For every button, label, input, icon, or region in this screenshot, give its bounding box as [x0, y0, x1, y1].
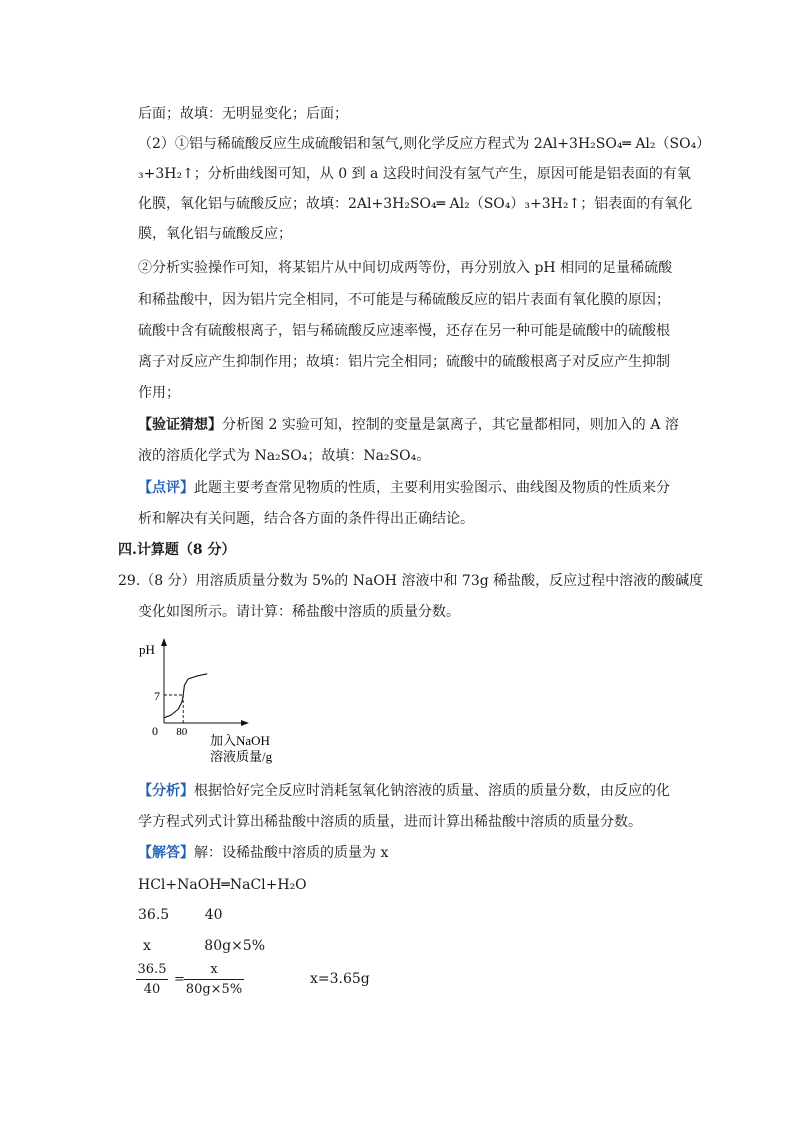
equals-sign: = — [174, 972, 185, 987]
fraction-numerator: 36.5 — [137, 962, 167, 977]
fraction-denominator: 80g×5% — [185, 982, 243, 997]
ph-curve — [164, 674, 207, 718]
fraction-denominator: 40 — [143, 982, 161, 997]
fraction-right — [184, 962, 244, 997]
text-line: 膜，氧化铝与硫酸反应； — [138, 226, 292, 242]
result: x=3.65g — [310, 971, 370, 987]
text-line: 硫酸中含有硫酸根离子，铝与稀硫酸反应速率慢，还存在另一种可能是硫酸中的硫酸根 — [138, 323, 670, 339]
text-line: 化膜，氧化铝与硫酸反应；故填：2Al+3H₂SO₄═ Al₂（SO₄）₃+3H₂↑；铝表面的有氧化 — [138, 196, 693, 212]
x-axis-arrow — [241, 720, 249, 726]
mass-ratio-row: 36.5 40 — [138, 907, 223, 923]
analysis-paragraph — [138, 781, 670, 801]
verify-tag: 【验证猜想】 — [138, 417, 222, 433]
x-axis-label-unit: 溶液质量/g — [210, 749, 273, 764]
y-tick-label: 7 — [154, 689, 160, 703]
text-line: 学方程式列式计算出稀盐酸中溶质的质量，进而计算出稀盐酸中溶质的质量分数。 — [138, 814, 642, 830]
analysis-text: 根据恰好完全反应时消耗氢氧化钠溶液的质量、溶质的质量分数，由反应的化 — [194, 783, 670, 799]
text-line: 和稀盐酸中，因为铝片完全相同，不可能是与稀硫酸反应的铝片表面有氧化膜的原因； — [138, 292, 670, 308]
text-line: 后面；故填：无明显变化；后面； — [138, 106, 348, 122]
y-axis-label: pH — [139, 642, 155, 657]
text-line: ②分析实验操作可知，将某铝片从中间切成两等份，再分别放入 pH 相同的足量稀硫酸 — [138, 260, 673, 276]
text-line: （2）①铝与稀硫酸反应生成硫酸铝和氢气,则化学反应方程式为 2Al+3H₂SO₄═ Al₂（SO₄） — [138, 136, 711, 152]
x-tick-label: 80 — [176, 726, 188, 738]
fraction-bar — [136, 979, 168, 980]
question-text: 29.（8 分）用溶质质量分数为 5%的 NaOH 溶液中和 73g 稀盐酸，反应过程中溶液的酸碱度 — [118, 573, 704, 589]
comment-paragraph — [138, 478, 670, 498]
text-line: 离子对反应产生抑制作用；故填：铝片完全相同；硫酸中的硫酸根离子对反应产生抑制 — [138, 354, 670, 370]
answer-tag: 【解答】 — [138, 845, 194, 861]
text-line: 析和解决有关问题，结合各方面的条件得出正确结论。 — [138, 511, 474, 527]
answer-text: 解：设稀盐酸中溶质的质量为 x — [194, 845, 389, 861]
text-line: 作用； — [138, 385, 180, 401]
x-axis-label: 加入NaOH — [210, 733, 270, 748]
comment-tag: 【点评】 — [138, 480, 194, 496]
y-axis-arrow — [161, 638, 167, 646]
fraction-numerator: x — [210, 962, 218, 977]
verify-text: 分析图 2 实验可知，控制的变量是氯离子，其它量都相同，则加入的 A 溶 — [222, 417, 679, 433]
answer-paragraph — [138, 843, 388, 863]
text-line: ₃+3H₂↑；分析曲线图可知，从 0 到 a 这段时间没有氢气产生，原因可能是铝表面的有氧 — [138, 166, 691, 182]
origin-label: 0 — [152, 724, 158, 738]
fraction-left — [136, 962, 168, 997]
fraction-bar — [184, 979, 244, 980]
ph-chart — [135, 630, 295, 770]
equation: HCl+NaOH═NaCl+H₂O — [138, 877, 307, 893]
comment-text: 此题主要考查常见物质的性质，主要利用实验图示、曲线图及物质的性质来分 — [194, 480, 670, 496]
section-title: 四.计算题（8 分） — [118, 542, 236, 558]
mass-ratio-row: x 80g×5% — [143, 938, 266, 954]
question-text: 变化如图所示。请计算：稀盐酸中溶质的质量分数。 — [138, 604, 460, 620]
text-line: 液的溶质化学式为 Na₂SO₄；故填：Na₂SO₄。 — [138, 448, 431, 464]
analysis-tag: 【分析】 — [138, 783, 194, 799]
verify-paragraph — [138, 415, 679, 435]
